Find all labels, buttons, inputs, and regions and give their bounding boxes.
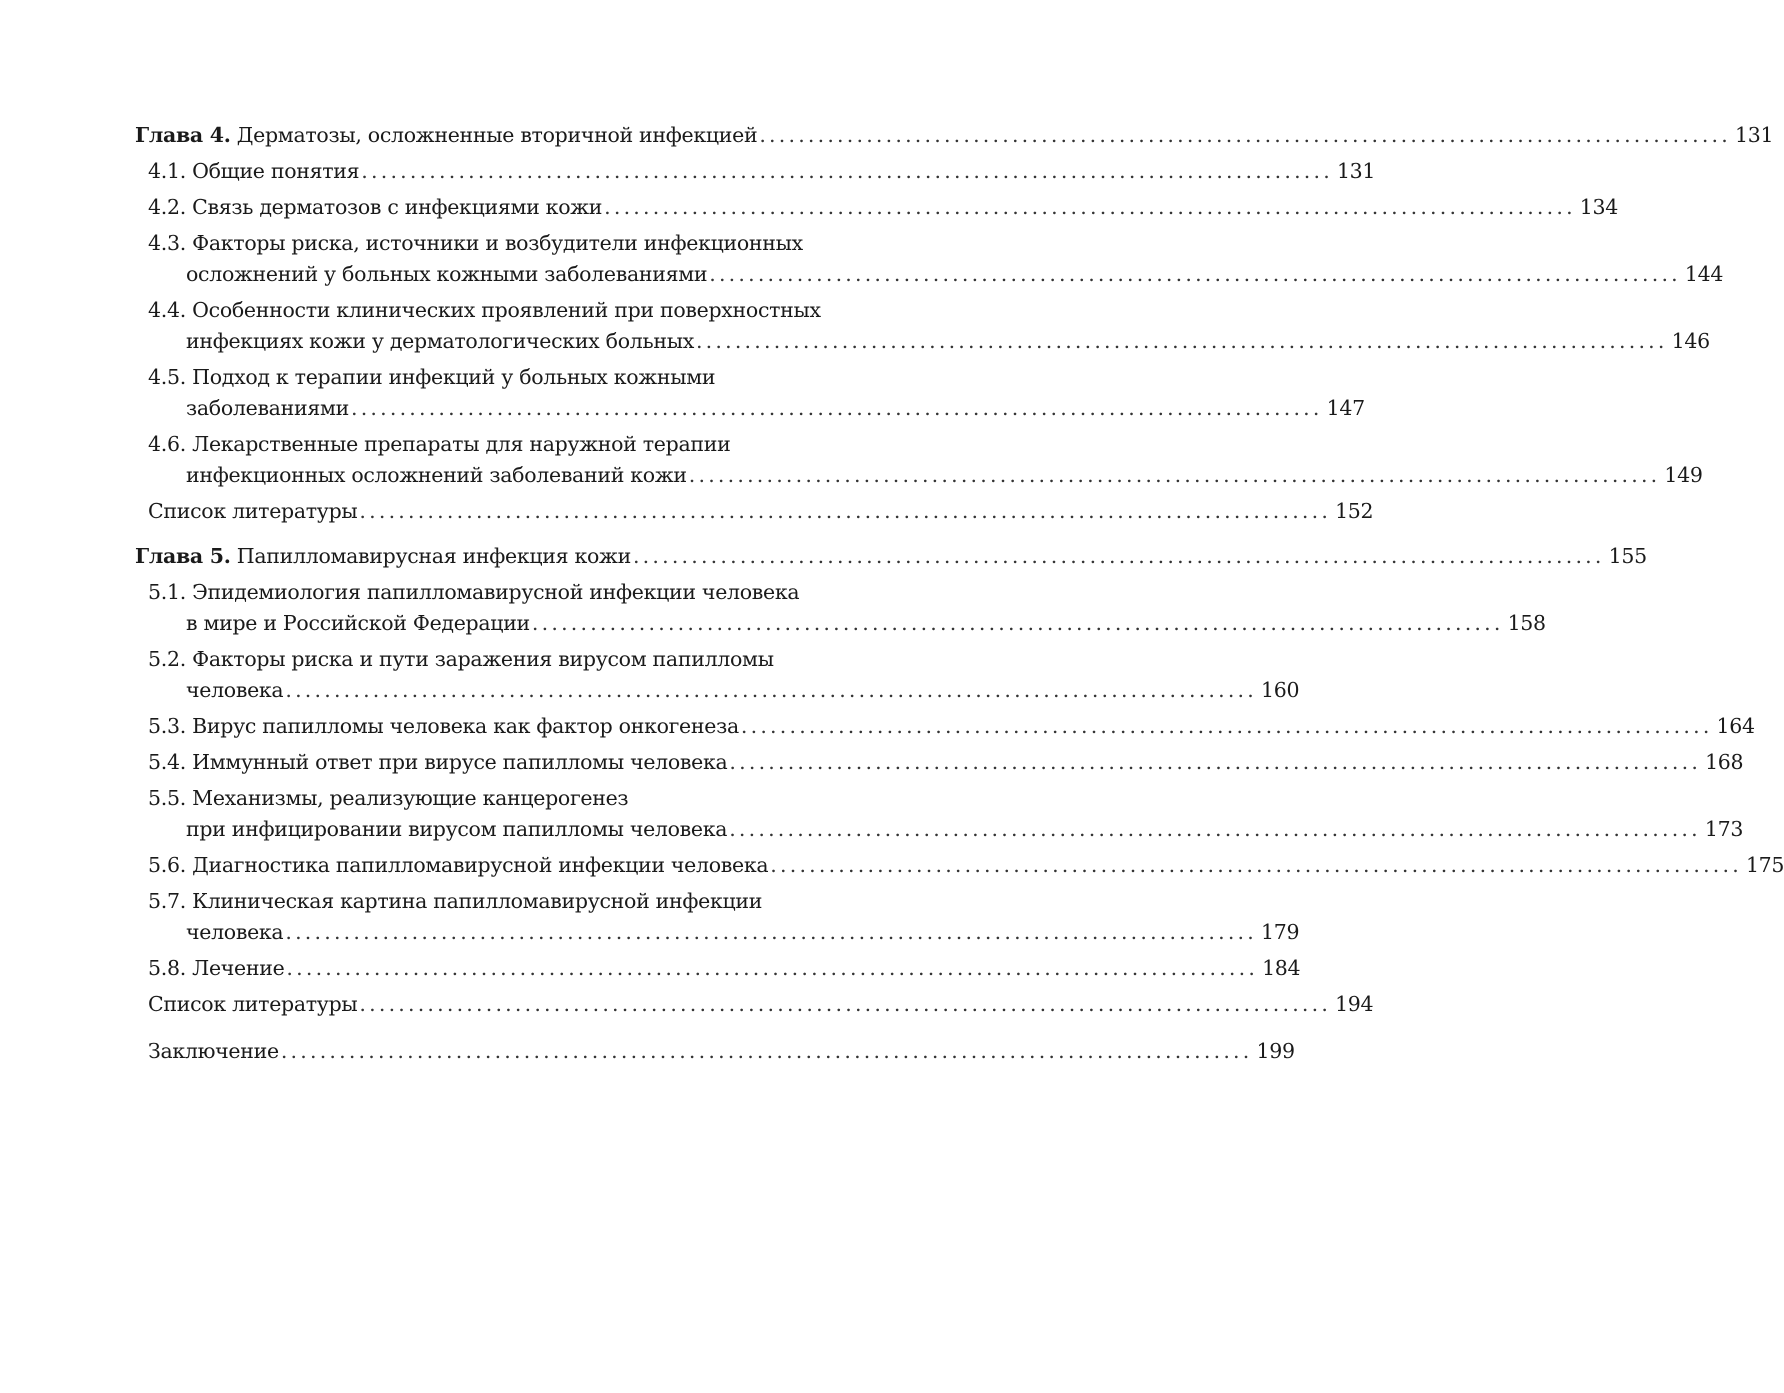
toc-entry-4-1[interactable] [135, 156, 1376, 187]
page-number: 134 [1579, 195, 1619, 219]
chapter-label: Глава 5. [135, 544, 231, 568]
page-number: 184 [1262, 956, 1301, 980]
page-number: 173 [1704, 817, 1744, 841]
page-number: 179 [1261, 920, 1300, 944]
toc-entry-5-2[interactable] [135, 644, 1300, 706]
page-number: 149 [1664, 463, 1703, 487]
entry-title: 5.7. Клиническая картина папилломавирусной инфекции [148, 889, 763, 913]
leader-dots: .................................................................................................... [695, 329, 1668, 353]
toc-chapter-4[interactable] [135, 120, 1774, 151]
page-number: 144 [1684, 262, 1724, 286]
entry-title-continued: инфекционных осложнений заболеваний кожи [186, 463, 687, 487]
leader-dots: .................................................................................................... [604, 195, 1576, 219]
entry-title: Заключение [148, 1039, 279, 1063]
entry-title: Список литературы [148, 499, 358, 523]
toc-entry-5-3[interactable] [135, 711, 1755, 742]
entry-title: 5.3. Вирус папилломы человека как фактор онкогенеза [148, 714, 739, 738]
page-number: 147 [1326, 396, 1365, 420]
toc-entry-5-4[interactable] [135, 747, 1744, 778]
toc-entry-5-6[interactable] [135, 850, 1784, 881]
page-number: 155 [1608, 544, 1647, 568]
leader-dots: .................................................................................................... [688, 463, 1661, 487]
toc-entry-5-1[interactable] [135, 577, 1546, 639]
toc-entry-4-4[interactable] [135, 295, 1710, 357]
page-number: 199 [1256, 1039, 1295, 1063]
entry-title: 5.8. Лечение [148, 956, 285, 980]
page-number: 168 [1705, 750, 1744, 774]
page-number: 160 [1261, 678, 1300, 702]
page-number: 131 [1734, 123, 1774, 147]
entry-title: 4.4. Особенности клинических проявлений при поверхностных [148, 298, 821, 322]
toc-entry-4-3[interactable] [135, 228, 1724, 290]
entry-title: 5.4. Иммунный ответ при вирусе папилломы человека [148, 750, 728, 774]
entry-title: Список литературы [148, 992, 358, 1016]
entry-title: 5.6. Диагностика папилломавирусной инфекции человека [148, 853, 769, 877]
entry-title-continued: человека [186, 920, 284, 944]
leader-dots: .................................................................................................... [285, 920, 1257, 944]
toc-entry-4-6[interactable] [135, 429, 1703, 491]
entry-title-continued: при инфицировании вирусом папилломы человека [186, 817, 728, 841]
entry-title: 5.2. Факторы риска и пути заражения вирусом папилломы [148, 647, 774, 671]
toc-entry-5-7[interactable] [135, 886, 1300, 948]
leader-dots: .................................................................................................... [759, 123, 1731, 147]
leader-dots: .................................................................................................... [740, 714, 1713, 738]
entry-title: 4.1. Общие понятия [148, 159, 360, 183]
leader-dots: .................................................................................................... [770, 853, 1742, 877]
table-of-contents [135, 120, 1784, 1067]
chapter-title: Папилломавирусная инфекция кожи [230, 544, 631, 568]
toc-entry-4-2[interactable] [135, 192, 1619, 223]
leader-dots: .................................................................................................... [729, 750, 1702, 774]
leader-dots: .................................................................................................... [709, 262, 1681, 286]
page-number: 131 [1336, 159, 1376, 183]
page-number: 158 [1507, 611, 1546, 635]
entry-title: 4.6. Лекарственные препараты для наружной терапии [148, 432, 731, 456]
leader-dots: .................................................................................................... [531, 611, 1504, 635]
toc-entry-5-8[interactable] [135, 953, 1301, 984]
leader-dots: .................................................................................................... [286, 956, 1259, 980]
entry-title: 4.3. Факторы риска, источники и возбудители инфекционных [148, 231, 803, 255]
page-number: 194 [1335, 992, 1374, 1016]
entry-title-continued: человека [186, 678, 284, 702]
toc-entry-4-5[interactable] [135, 362, 1365, 424]
leader-dots: .................................................................................................... [632, 544, 1605, 568]
toc-chapter-5[interactable] [135, 541, 1647, 572]
entry-title: 4.2. Связь дерматозов с инфекциями кожи [148, 195, 603, 219]
leader-dots: .................................................................................................... [280, 1039, 1253, 1063]
toc-entry-4-references[interactable] [135, 496, 1374, 527]
entry-title: 5.5. Механизмы, реализующие канцерогенез [148, 786, 629, 810]
entry-title-continued: инфекциях кожи у дерматологических больных [186, 329, 694, 353]
page-number: 175 [1745, 853, 1784, 877]
page-number: 146 [1671, 329, 1710, 353]
leader-dots: .................................................................................................... [729, 817, 1701, 841]
entry-title-continued: в мире и Российской Федерации [186, 611, 530, 635]
entry-title: 4.5. Подход к терапии инфекций у больных кожными [148, 365, 716, 389]
leader-dots: .................................................................................................... [359, 499, 1332, 523]
leader-dots: .................................................................................................... [361, 159, 1333, 183]
chapter-label: Глава 4. [135, 123, 231, 147]
leader-dots: .................................................................................................... [359, 992, 1332, 1016]
toc-entry-conclusion[interactable] [135, 1036, 1295, 1067]
entry-title: 5.1. Эпидемиология папилломавирусной инфекции человека [148, 580, 800, 604]
toc-entry-5-5[interactable] [135, 783, 1744, 845]
chapter-title: Дерматозы, осложненные вторичной инфекцией [230, 123, 758, 147]
page-number: 152 [1335, 499, 1374, 523]
leader-dots: .................................................................................................... [285, 678, 1257, 702]
page-number: 164 [1716, 714, 1755, 738]
entry-title-continued: заболеваниями [186, 396, 349, 420]
entry-title-continued: осложнений у больных кожными заболеваниями [186, 262, 708, 286]
leader-dots: .................................................................................................... [350, 396, 1323, 420]
toc-entry-5-references[interactable] [135, 989, 1374, 1020]
